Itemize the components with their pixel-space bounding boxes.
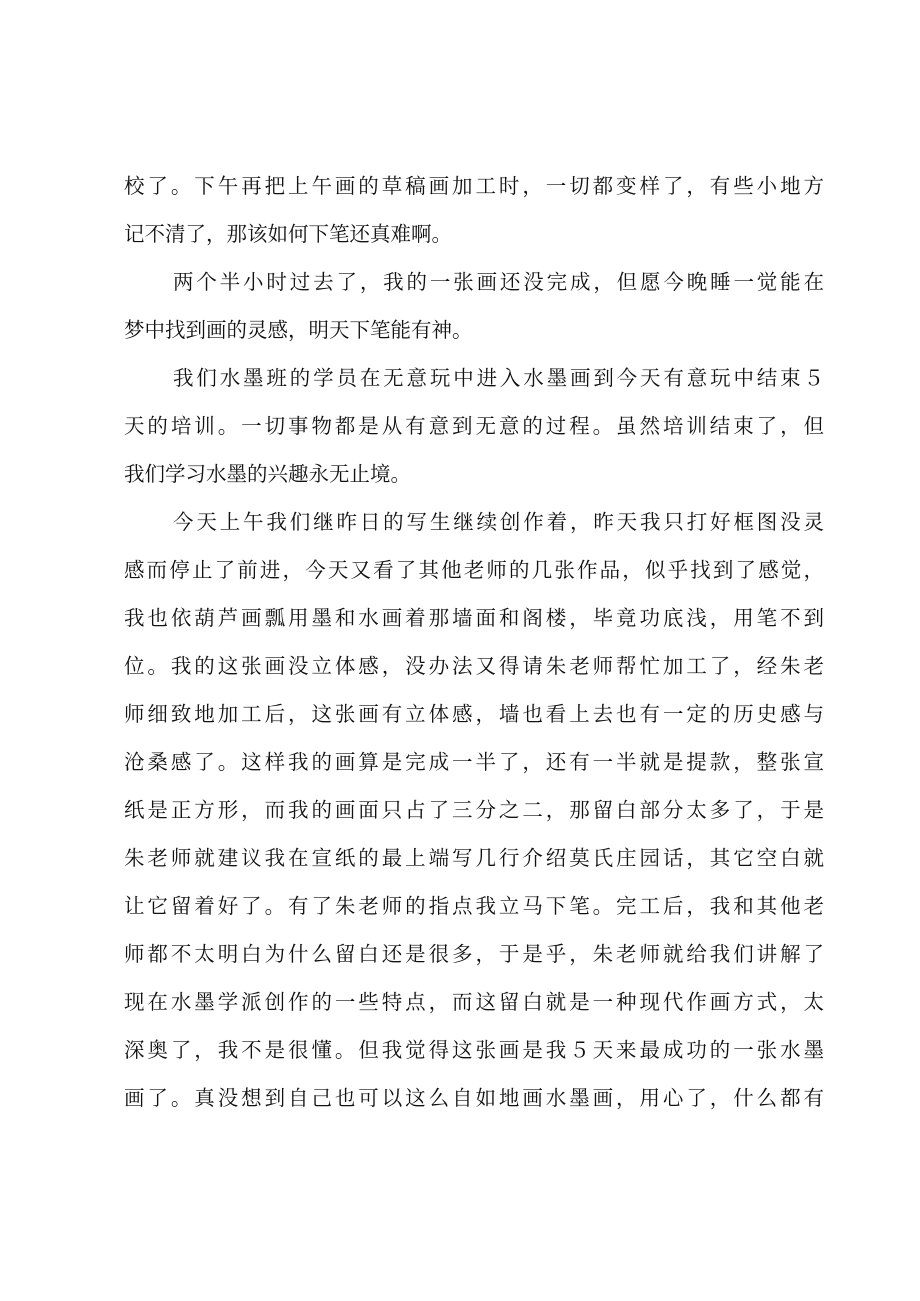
paragraph [124,498,824,1122]
text-line: 今天上午我们继昨日的写生继续创作着，昨天我只打好框图没灵 [173,510,824,534]
text-line: 现在水墨学派创作的一些特点，而这留白就是一种现代作画方式，太 [124,990,824,1014]
text-line: 沧桑感了。这样我的画算是完成一半了，还有一半就是提款，整张宣 [124,750,824,774]
text-line: 我们水墨班的学员在无意玩中进入水墨画到今天有意玩中结束５ [173,366,824,390]
text-line: 朱老师就建议我在宣纸的最上端写几行介绍莫氏庄园话，其它空白就 [124,846,824,870]
text-line: 校了。下午再把上午画的草稿画加工时，一切都变样了，有些小地方 [124,174,824,198]
paragraph [124,162,824,258]
text-line: 两个半小时过去了，我的一张画还没完成，但愿今晚睡一觉能在 [173,270,824,294]
text-line: 深奥了，我不是很懂。但我觉得这张画是我５天来最成功的一张水墨 [124,1038,824,1062]
text-line: 感而停止了前进，今天又看了其他老师的几张作品，似乎找到了感觉， [124,558,824,582]
text-line: 师都不太明白为什么留白还是很多，于是乎，朱老师就给我们讲解了 [124,942,824,966]
text-line: 我也依葫芦画瓢用墨和水画着那墙面和阁楼，毕竟功底浅，用笔不到 [124,606,824,630]
paragraph [124,258,824,354]
text-line: 纸是正方形，而我的画面只占了三分之二，那留白部分太多了，于是 [124,798,824,822]
text-line: 我们学习水墨的兴趣永无止境。 [124,462,411,486]
text-line: 画了。真没想到自己也可以这么自如地画水墨画，用心了，什么都有 [124,1086,824,1110]
text-line: 记不清了，那该如何下笔还真难啊。 [124,222,452,246]
text-line: 让它留着好了。有了朱老师的指点我立马下笔。完工后，我和其他老 [124,894,824,918]
paragraph [124,354,824,498]
document-body [124,162,824,1122]
text-line: 位。我的这张画没立体感，没办法又得请朱老师帮忙加工了，经朱老 [124,654,824,678]
text-line: 师细致地加工后，这张画有立体感，墙也看上去也有一定的历史感与 [124,702,824,726]
text-line: 梦中找到画的灵感，明天下笔能有神。 [124,318,473,342]
text-line: 天的培训。一切事物都是从有意到无意的过程。虽然培训结束了，但 [124,414,824,438]
